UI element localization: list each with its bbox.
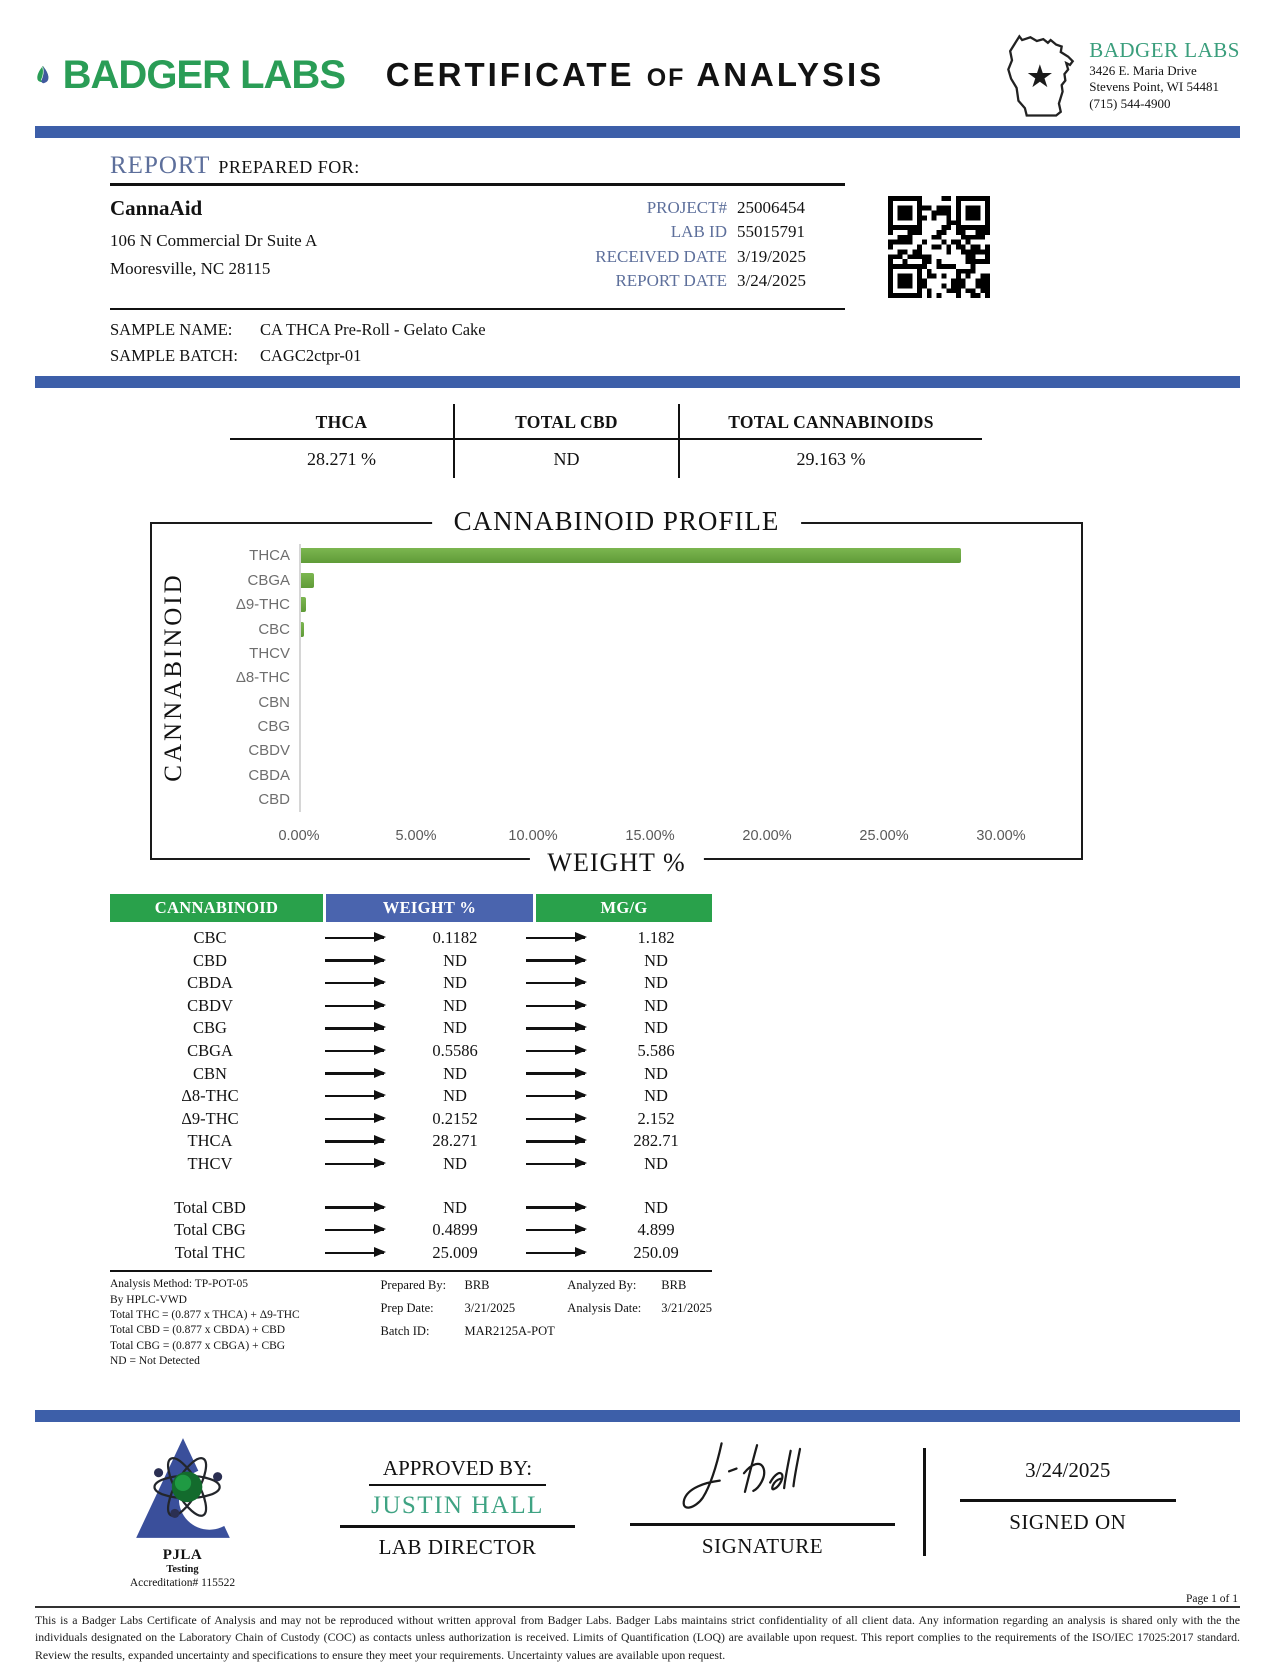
- chart-category-label: Δ9-THC: [235, 596, 290, 614]
- summary-label: THCA: [230, 404, 453, 440]
- table-cell-mgg: ND: [644, 973, 668, 993]
- table-row: [110, 1196, 712, 1219]
- table-cell-mgg: 4.899: [637, 1220, 675, 1240]
- sample-name-label: SAMPLE NAME:: [110, 320, 233, 339]
- chart-tick-label: 15.00%: [625, 827, 675, 844]
- approver-name: JUSTIN HALL: [340, 1486, 575, 1528]
- chart-bar-area: [299, 641, 1001, 665]
- chart-bar-area: [299, 617, 1001, 641]
- accreditation-org: PJLA: [162, 1546, 203, 1563]
- client-address1: 106 N Commercial Dr Suite A: [110, 230, 318, 250]
- prepared-value: 3/21/2025: [464, 1301, 516, 1316]
- table-cell-mgg: ND: [644, 1063, 668, 1083]
- table-cell-mgg: 5.586: [637, 1041, 675, 1061]
- chart-row: [198, 593, 1001, 617]
- chart-tick-label: 20.00%: [742, 827, 792, 844]
- chart-bar: [301, 573, 314, 588]
- cannabinoid-profile-chart: [150, 505, 1083, 877]
- table-cell-weight: ND: [443, 1018, 467, 1038]
- chart-category-label: CBD: [258, 791, 290, 809]
- chart-tick-label: 25.00%: [859, 827, 909, 844]
- table-cell-weight: 0.5586: [432, 1041, 478, 1061]
- summary-value: 29.163 %: [796, 448, 866, 469]
- arrow-icon: [526, 1229, 585, 1231]
- chart-category-label: CBG: [257, 717, 290, 735]
- arrow-icon: [526, 1118, 585, 1120]
- signature-block: [630, 1434, 895, 1559]
- approved-by-block: [340, 1456, 575, 1560]
- chart-title: CANNABINOID PROFILE: [432, 506, 802, 537]
- lab-name: BADGER LABS: [1089, 37, 1240, 62]
- chart-row: [198, 544, 1001, 568]
- chart-bar-area: [299, 593, 1001, 617]
- method-note-line: Analysis Method: TP-POT-05: [110, 1278, 249, 1291]
- table-cell-name: CBD: [193, 950, 227, 970]
- method-note-line: Total CBD = (0.877 x CBDA) + CBD: [110, 1324, 286, 1337]
- signed-on-date: 3/24/2025: [1025, 1457, 1111, 1482]
- meta-row: [547, 220, 842, 245]
- meta-row: [547, 245, 842, 270]
- table-cell-weight: 28.271: [432, 1131, 478, 1151]
- lab-address2: Stevens Point, WI 54481: [1089, 79, 1219, 95]
- arrow-icon: [325, 1050, 384, 1052]
- arrow-icon: [526, 1027, 585, 1029]
- page-footer: [35, 1593, 1240, 1665]
- chart-category-label: THCA: [249, 547, 290, 565]
- chart-bar-area: [299, 690, 1001, 714]
- chart-row: [198, 641, 1001, 665]
- sample-block: [110, 310, 1240, 376]
- chart-category-label: CBC: [258, 620, 290, 638]
- table-cell-name: CBG: [193, 1018, 227, 1038]
- page-title: CERTIFICATE OF ANALYSIS: [385, 56, 885, 93]
- table-cell-weight: ND: [443, 950, 467, 970]
- table-cell-name: CBN: [193, 1063, 227, 1083]
- client-block: [110, 194, 547, 298]
- client-name: CannaAid: [110, 195, 203, 220]
- table-header-mgg: MG/G: [536, 894, 712, 922]
- page-number: Page 1 of 1: [1185, 1592, 1238, 1605]
- analyzed-value: BRB: [661, 1278, 687, 1293]
- chart-tick-label: 5.00%: [395, 827, 437, 844]
- method-note-line: Total CBG = (0.877 x CBGA) + CBG: [110, 1339, 286, 1352]
- prepared-by-notes: [380, 1277, 567, 1369]
- analysis-method-notes: [110, 1277, 380, 1369]
- arrow-icon: [325, 1229, 384, 1231]
- sample-batch-label: SAMPLE BATCH:: [110, 346, 238, 366]
- chart-tick-label: 30.00%: [976, 827, 1026, 844]
- signature-label: SIGNATURE: [701, 1533, 824, 1558]
- prepared-label: Prep Date:: [380, 1301, 434, 1316]
- analyzed-pair: [567, 1278, 712, 1293]
- chart-bar-area: [299, 714, 1001, 738]
- table-cell-name: CBC: [193, 928, 227, 948]
- chart-bar-area: [299, 666, 1001, 690]
- signed-on-label: SIGNED ON: [1009, 1509, 1127, 1534]
- table-cell-name: CBDV: [187, 995, 233, 1015]
- chart-row: [198, 666, 1001, 690]
- client-address2: Mooresville, NC 28115: [110, 258, 271, 278]
- header: [35, 24, 1240, 126]
- accreditation-sub: Testing: [166, 1563, 199, 1575]
- chart-category-label: CBGA: [247, 571, 290, 589]
- table-cell-name: Total CBD: [174, 1197, 246, 1217]
- method-note-line: Total THC = (0.877 x THCA) + Δ9-THC: [110, 1308, 300, 1321]
- table-row: [110, 1130, 712, 1153]
- table-row: [110, 1062, 712, 1085]
- lab-address-block: [925, 27, 1240, 123]
- table-header-weight: WEIGHT %: [326, 894, 533, 922]
- chart-bar: [301, 597, 306, 612]
- accreditation-number: Accreditation# 115522: [129, 1576, 236, 1589]
- report-section: [110, 152, 1240, 376]
- table-cell-mgg: ND: [644, 950, 668, 970]
- accreditation-block: [95, 1434, 270, 1589]
- arrow-icon: [325, 959, 384, 961]
- chart-category-label: CBDA: [248, 766, 290, 784]
- lab-phone: (715) 544-4900: [1089, 95, 1171, 111]
- badger-labs-drop-icon: [35, 38, 51, 112]
- table-cell-weight: ND: [443, 1197, 467, 1217]
- approver-title: LAB DIRECTOR: [378, 1534, 537, 1559]
- arrow-icon: [526, 982, 585, 984]
- table-cell-name: Total THC: [174, 1242, 246, 1262]
- table-row: [110, 995, 712, 1018]
- lab-address1: 3426 E. Maria Drive: [1089, 62, 1197, 78]
- chart-bar-area: [299, 568, 1001, 592]
- table-cell-mgg: 1.182: [637, 928, 675, 948]
- meta-row: [547, 269, 842, 294]
- chart-bar-area: [299, 763, 1001, 787]
- table-cell-weight: 0.1182: [432, 928, 478, 948]
- summary-value: ND: [553, 448, 580, 469]
- chart-tick-label: 0.00%: [278, 827, 320, 844]
- method-footnotes: [110, 1270, 712, 1369]
- prepared-label: Prepared By:: [380, 1278, 447, 1293]
- method-note-line: By HPLC-VWD: [110, 1293, 187, 1306]
- prepared-pair: [380, 1278, 567, 1293]
- prepared-label: Batch ID:: [380, 1324, 430, 1339]
- chart-row: [198, 690, 1001, 714]
- arrow-icon: [325, 982, 384, 984]
- table-cell-mgg: ND: [644, 995, 668, 1015]
- meta-value: 3/19/2025: [737, 246, 806, 266]
- chart-row: [198, 787, 1001, 811]
- table-cell-name: CBDA: [187, 973, 233, 993]
- table-cell-weight: 25.009: [432, 1242, 478, 1262]
- arrow-icon: [526, 1163, 585, 1165]
- arrow-icon: [526, 1140, 585, 1142]
- meta-row: [547, 196, 842, 221]
- chart-bar-area: [299, 739, 1001, 763]
- arrow-icon: [325, 1140, 384, 1142]
- table-cell-mgg: 2.152: [637, 1108, 675, 1128]
- analyzed-by-notes: [567, 1277, 712, 1369]
- table-row: [110, 1040, 712, 1063]
- analyzed-value: 3/21/2025: [661, 1301, 712, 1316]
- meta-label: RECEIVED DATE: [595, 246, 727, 266]
- chart-category-label: THCV: [249, 644, 290, 662]
- arrow-icon: [526, 1005, 585, 1007]
- table-row: [110, 1085, 712, 1108]
- brand-logo: [35, 38, 345, 112]
- disclaimer-text: This is a Badger Labs Certificate of Analysis and may not be reproduced without written approval from Badger Labs. Badger Labs maintains strict confidentiality of all client data. Any information regarding an analysis is shared only with the the individuals designated on the Laboratory Chain of Custody (COC) as contacts unless authorization is received. Limits of Quantification (LOQ) are available upon request. This report complies to the requirements of the ISO/IEC 17025:2017 standard. Review the results, expanded uncertainty and specifications to ensure they meet your requirements. Uncertainty values are available upon request.: [35, 1612, 1240, 1662]
- arrow-icon: [526, 1095, 585, 1097]
- wisconsin-map-icon: [989, 27, 1081, 123]
- arrow-icon: [325, 1163, 384, 1165]
- arrow-icon: [526, 959, 585, 961]
- analyzed-pair: [567, 1301, 712, 1316]
- potency-summary: [230, 404, 982, 478]
- chart-bar: [301, 548, 961, 563]
- chart-y-axis-label: CANNABINOID: [160, 572, 187, 783]
- table-cell-name: Δ9-THC: [181, 1108, 239, 1128]
- chart-row: [198, 617, 1001, 641]
- chart-row: [198, 763, 1001, 787]
- chart-bar: [301, 622, 304, 637]
- brand-name: BADGER LABS: [62, 52, 345, 97]
- summary-cell: [680, 404, 982, 478]
- table-gap: [110, 1175, 712, 1196]
- table-cell-weight: ND: [443, 1154, 467, 1174]
- arrow-icon: [526, 1206, 585, 1208]
- analyzed-label: Analysis Date:: [567, 1301, 642, 1316]
- table-cell-name: THCV: [187, 1154, 233, 1174]
- table-cell-name: CBGA: [187, 1041, 233, 1061]
- chart-category-label: Δ8-THC: [235, 669, 290, 687]
- qr-code: [888, 196, 990, 298]
- report-heading: REPORT PREPARED FOR:: [110, 152, 360, 179]
- table-cell-mgg: 250.09: [633, 1242, 679, 1262]
- summary-value: 28.271 %: [307, 448, 376, 469]
- summary-cell: [230, 404, 455, 478]
- signoff-section: [35, 1422, 1240, 1589]
- signature-icon: [660, 1434, 865, 1518]
- prepared-pair: [380, 1301, 567, 1316]
- divider-bar-top: [35, 126, 1240, 138]
- divider-bar-mid: [35, 376, 1240, 388]
- table-cell-name: THCA: [187, 1131, 233, 1151]
- meta-label: REPORT DATE: [615, 271, 727, 291]
- divider-bar-bottom: [35, 1410, 1240, 1422]
- table-cell-weight: ND: [443, 1086, 467, 1106]
- table-cell-name: Δ8-THC: [181, 1086, 239, 1106]
- chart-category-label: CBDV: [248, 742, 290, 760]
- arrow-icon: [526, 1072, 585, 1074]
- prepared-value: MAR2125A-POT: [464, 1324, 555, 1339]
- arrow-icon: [325, 1118, 384, 1120]
- table-cell-mgg: ND: [644, 1018, 668, 1038]
- cannabinoid-table: [110, 894, 712, 1264]
- sample-batch-value: CAGC2ctpr-01: [260, 346, 362, 366]
- chart-bar-area: [299, 787, 1001, 811]
- table-cell-weight: 0.2152: [432, 1108, 478, 1128]
- table-cell-weight: ND: [443, 973, 467, 993]
- chart-x-axis-ticks: [278, 827, 1026, 846]
- table-cell-mgg: ND: [644, 1086, 668, 1106]
- table-row: [110, 972, 712, 995]
- meta-value: 25006454: [737, 197, 805, 217]
- chart-bar-area: [299, 544, 1001, 568]
- table-row: [110, 1153, 712, 1176]
- table-row: [110, 1017, 712, 1040]
- summary-cell: [455, 404, 680, 478]
- chart-row: [198, 739, 1001, 763]
- arrow-icon: [325, 1027, 384, 1029]
- table-cell-name: Total CBG: [174, 1220, 246, 1240]
- method-note-line: ND = Not Detected: [110, 1355, 200, 1368]
- table-cell-weight: ND: [443, 995, 467, 1015]
- summary-label: TOTAL CANNABINOIDS: [680, 404, 982, 440]
- sample-name-value: CA THCA Pre-Roll - Gelato Cake: [260, 320, 486, 339]
- arrow-icon: [325, 1206, 384, 1208]
- meta-label: PROJECT#: [646, 197, 727, 217]
- analyzed-label: Analyzed By:: [567, 1278, 637, 1293]
- table-cell-mgg: ND: [644, 1197, 668, 1217]
- summary-label: TOTAL CBD: [455, 404, 678, 440]
- chart-category-label: CBN: [258, 693, 290, 711]
- signed-on-block: [926, 1458, 1211, 1535]
- table-row: [110, 927, 712, 950]
- arrow-icon: [526, 937, 585, 939]
- table-row: [110, 1219, 712, 1242]
- table-header-cannabinoid: CANNABINOID: [110, 894, 323, 922]
- arrow-icon: [325, 1252, 384, 1254]
- table-row: [110, 1242, 712, 1265]
- meta-value: 55015791: [737, 222, 805, 242]
- table-cell-mgg: ND: [644, 1154, 668, 1174]
- table-row: [110, 949, 712, 972]
- approved-by-label: APPROVED BY:: [369, 1456, 546, 1486]
- chart-x-axis-label: WEIGHT %: [529, 848, 703, 878]
- chart-row: [198, 568, 1001, 592]
- meta-value: 3/24/2025: [737, 271, 806, 291]
- report-meta: [547, 196, 842, 298]
- arrow-icon: [325, 1095, 384, 1097]
- table-cell-weight: 0.4899: [432, 1220, 478, 1240]
- pjla-logo-icon: [119, 1434, 247, 1546]
- arrow-icon: [526, 1050, 585, 1052]
- prepared-pair: [380, 1324, 567, 1339]
- chart-tick-label: 10.00%: [508, 827, 558, 844]
- chart-row: [198, 714, 1001, 738]
- arrow-icon: [325, 1072, 384, 1074]
- table-cell-mgg: 282.71: [633, 1131, 679, 1151]
- table-cell-weight: ND: [443, 1063, 467, 1083]
- arrow-icon: [325, 1005, 384, 1007]
- prepared-value: BRB: [464, 1278, 490, 1293]
- table-row: [110, 1108, 712, 1131]
- arrow-icon: [325, 937, 384, 939]
- star-icon: ★: [1026, 58, 1055, 94]
- arrow-icon: [526, 1252, 585, 1254]
- meta-label: LAB ID: [670, 222, 727, 242]
